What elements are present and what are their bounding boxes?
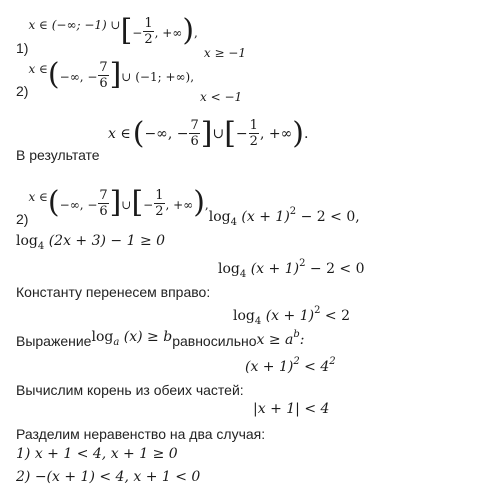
case-1: 1) x + 1 < 4, x + 1 ≥ 0 [16, 446, 178, 462]
log-line-2x3: $\log_4 (2x + 3) - 1 \ge 0$ [16, 233, 166, 252]
item2-fraction: $\frac{7}{6}$ [99, 60, 108, 91]
item1-bracket-open: [ [120, 13, 133, 48]
item1-paren-close: ) [182, 13, 195, 48]
item2-line: 2) x ∈ ( −∞, − $\frac{7}{6}$ ] ∪ (−1; +∞), x < −1 [16, 57, 243, 104]
item2b-fraction-1: $\frac{7}{6}$ [99, 188, 108, 219]
result-fraction-1: $\frac{7}{6}$ [190, 118, 199, 149]
result-fraction-2: $\frac{1}{2}$ [249, 118, 258, 149]
centered-inequality-1: $\log_4 (x + 1)^2 - 2 < 0$ [218, 258, 365, 280]
item2-condition: x < −1 [200, 90, 243, 104]
centered-inequality-3: $(x + 1)^2 < 4^2$ [245, 356, 336, 375]
item2b-number: 2) [16, 211, 29, 227]
text-expression-line: Выражение $\log_a (x) \ge b$ равносильно $x \ge a^b$: [16, 328, 305, 349]
centered-inequality-4: |x + 1| < 4 [253, 401, 330, 417]
item2b-fraction-2: $\frac{1}{2}$ [155, 188, 164, 219]
item1-fraction: $\frac{1}{2}$ [144, 16, 153, 47]
item1-tail: , +∞ [154, 26, 183, 40]
item1-condition: x ≥ −1 [203, 46, 246, 60]
item1-line: 1) x ∈ (−∞; −1) ∪ [ − $\frac{1}{2}$ , +∞ ) , x ≥ −1 [16, 13, 246, 60]
result-expression: x ∈ ( −∞, − $\frac{7}{6}$ ] ∪ [ − $\frac{1}{2}$ , +∞ ) . [108, 115, 309, 151]
item2-inner-prefix: −∞, − [59, 70, 98, 84]
text-root: Вычислим корень из обеих частей: [16, 382, 244, 398]
item2-union-tail: ∪ (−1; +∞), [121, 70, 195, 84]
text-split: Разделим неравенство на два случая: [16, 426, 266, 442]
item1-set-prefix: x ∈ (−∞; −1) ∪ [28, 18, 121, 32]
centered-inequality-2: $\log_4 (x + 1)^2 < 2$ [233, 305, 350, 327]
item2b-line: 2) x ∈ ( −∞, − $\frac{7}{6}$ ] ∪ [ − $\frac{1}{2}$ , +∞ ) , $\log_4 (x + 1)^2 - 2 < 0$, [16, 185, 360, 228]
item2b-log-inequality: $\log_4 (x + 1)^2 - 2 < 0$, [208, 206, 360, 228]
text-constant-move: Константу перенесем вправо: [16, 284, 211, 300]
item1-frac-sign: − [132, 26, 143, 40]
item2-number: 2) [16, 83, 29, 99]
item1-number: 1) [16, 40, 29, 56]
result-label: В результате [16, 147, 100, 163]
item2-set-prefix: x ∈ [28, 62, 48, 76]
case-2: 2) −(x + 1) < 4, x + 1 < 0 [16, 469, 201, 485]
